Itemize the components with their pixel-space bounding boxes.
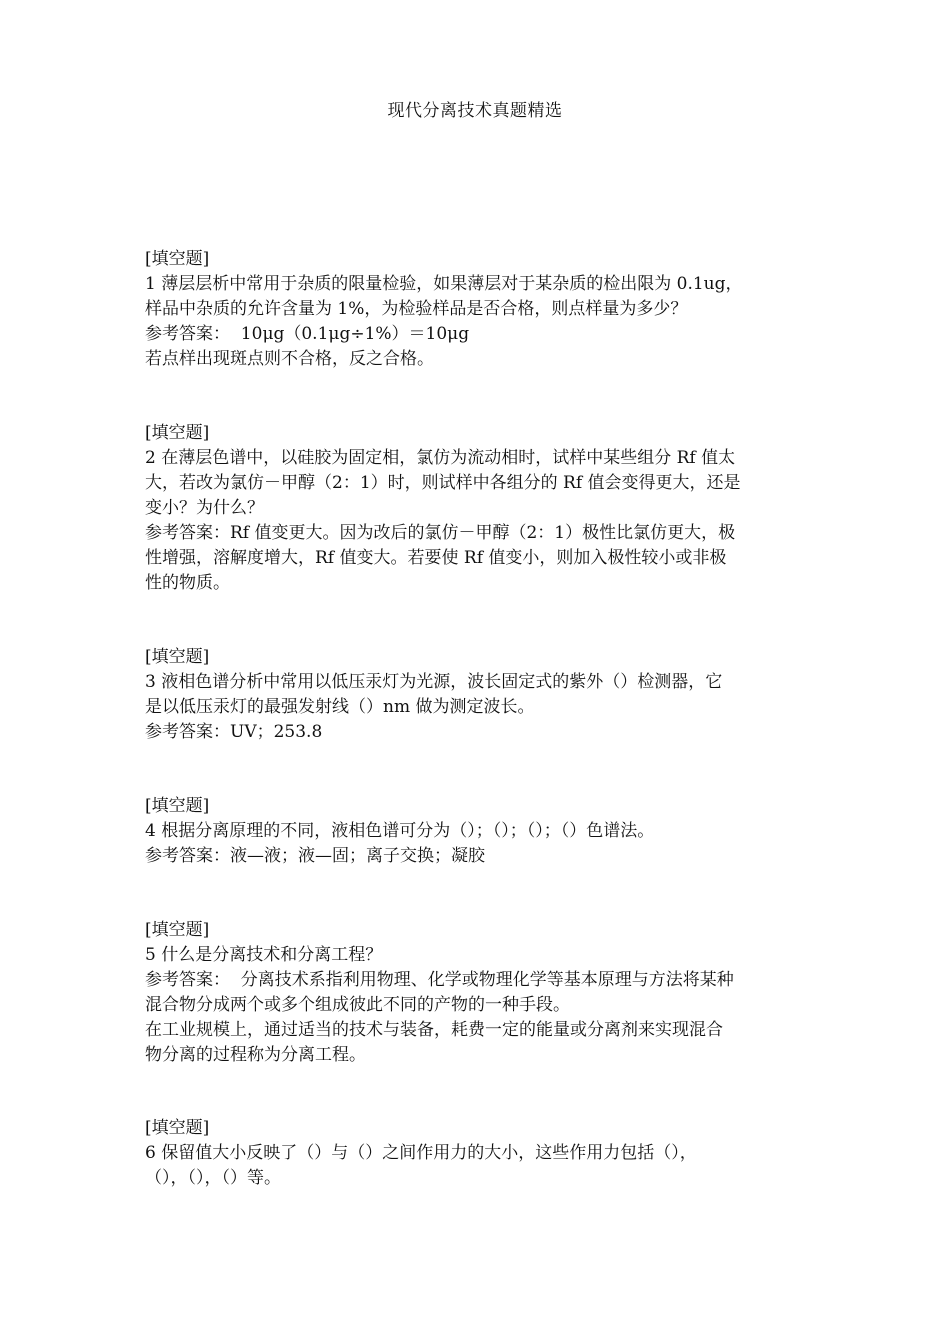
answer-line: 性的物质。: [145, 573, 230, 593]
question-type-label: [填空题]: [145, 423, 210, 443]
answer-line: 混合物分成两个或多个组成彼此不同的产物的一种手段。: [145, 995, 570, 1015]
question-line: 是以低压汞灯的最强发射线（）nm 做为测定波长。: [145, 697, 535, 717]
answer-line: 在工业规模上，通过适当的技术与装备，耗费一定的能量或分离剂来实现混合: [145, 1020, 723, 1040]
question-1: [145, 247, 815, 372]
question-line: 1 薄层层析中常用于杂质的限量检验，如果薄层对于某杂质的检出限为 0.1ug，: [145, 274, 743, 294]
answer-line: 参考答案：Rf 值变更大。因为改后的氯仿－甲醇（2：1）极性比氯仿更大，极: [145, 523, 736, 543]
answer-line: 参考答案： 10μg（0.1μg÷1%）＝10μg: [145, 324, 470, 344]
question-line: 变小？为什么？: [145, 498, 264, 518]
question-type-label: [填空题]: [145, 796, 210, 816]
question-line: 3 液相色谱分析中常用以低压汞灯为光源，波长固定式的紫外（）检测器，它: [145, 672, 723, 692]
answer-line: 参考答案：液—液；液—固；离子交换；凝胶: [145, 846, 485, 866]
question-line: 4 根据分离原理的不同，液相色谱可分为（）；（）；（）；（）色谱法。: [145, 821, 655, 841]
question-2: [145, 421, 815, 596]
question-5: [145, 918, 815, 1068]
question-line: 样品中杂质的允许含量为 1%，为检验样品是否合格，则点样量为多少？: [145, 299, 688, 319]
answer-line: 物分离的过程称为分离工程。: [145, 1045, 366, 1065]
answer-line: 性增强，溶解度增大，Rf 值变大。若要使 Rf 值变小，则加入极性较小或非极: [145, 548, 727, 568]
answer-line: 若点样出现斑点则不合格，反之合格。: [145, 349, 434, 369]
page-title: 现代分离技术真题精选: [387, 101, 563, 121]
question-3: [145, 645, 815, 745]
question-line: （），（），（）等。: [145, 1168, 281, 1188]
question-line: 大，若改为氯仿－甲醇（2：1）时，则试样中各组分的 Rf 值会变得更大，还是: [145, 473, 741, 493]
question-type-label: [填空题]: [145, 920, 210, 940]
question-type-label: [填空题]: [145, 647, 210, 667]
question-6: [145, 1116, 815, 1191]
question-type-label: [填空题]: [145, 1118, 210, 1138]
question-line: 5 什么是分离技术和分离工程？: [145, 945, 383, 965]
question-line: 2 在薄层色谱中，以硅胶为固定相，氯仿为流动相时，试样中某些组分 Rf 值太: [145, 448, 736, 468]
answer-line: 参考答案： 分离技术系指利用物理、化学或物理化学等基本原理与方法将某种: [145, 970, 734, 990]
answer-line: 参考答案：UV；253.8: [145, 722, 323, 742]
question-4: [145, 794, 815, 869]
question-line: 6 保留值大小反映了（）与（）之间作用力的大小，这些作用力包括（），: [145, 1143, 697, 1163]
question-type-label: [填空题]: [145, 249, 210, 269]
